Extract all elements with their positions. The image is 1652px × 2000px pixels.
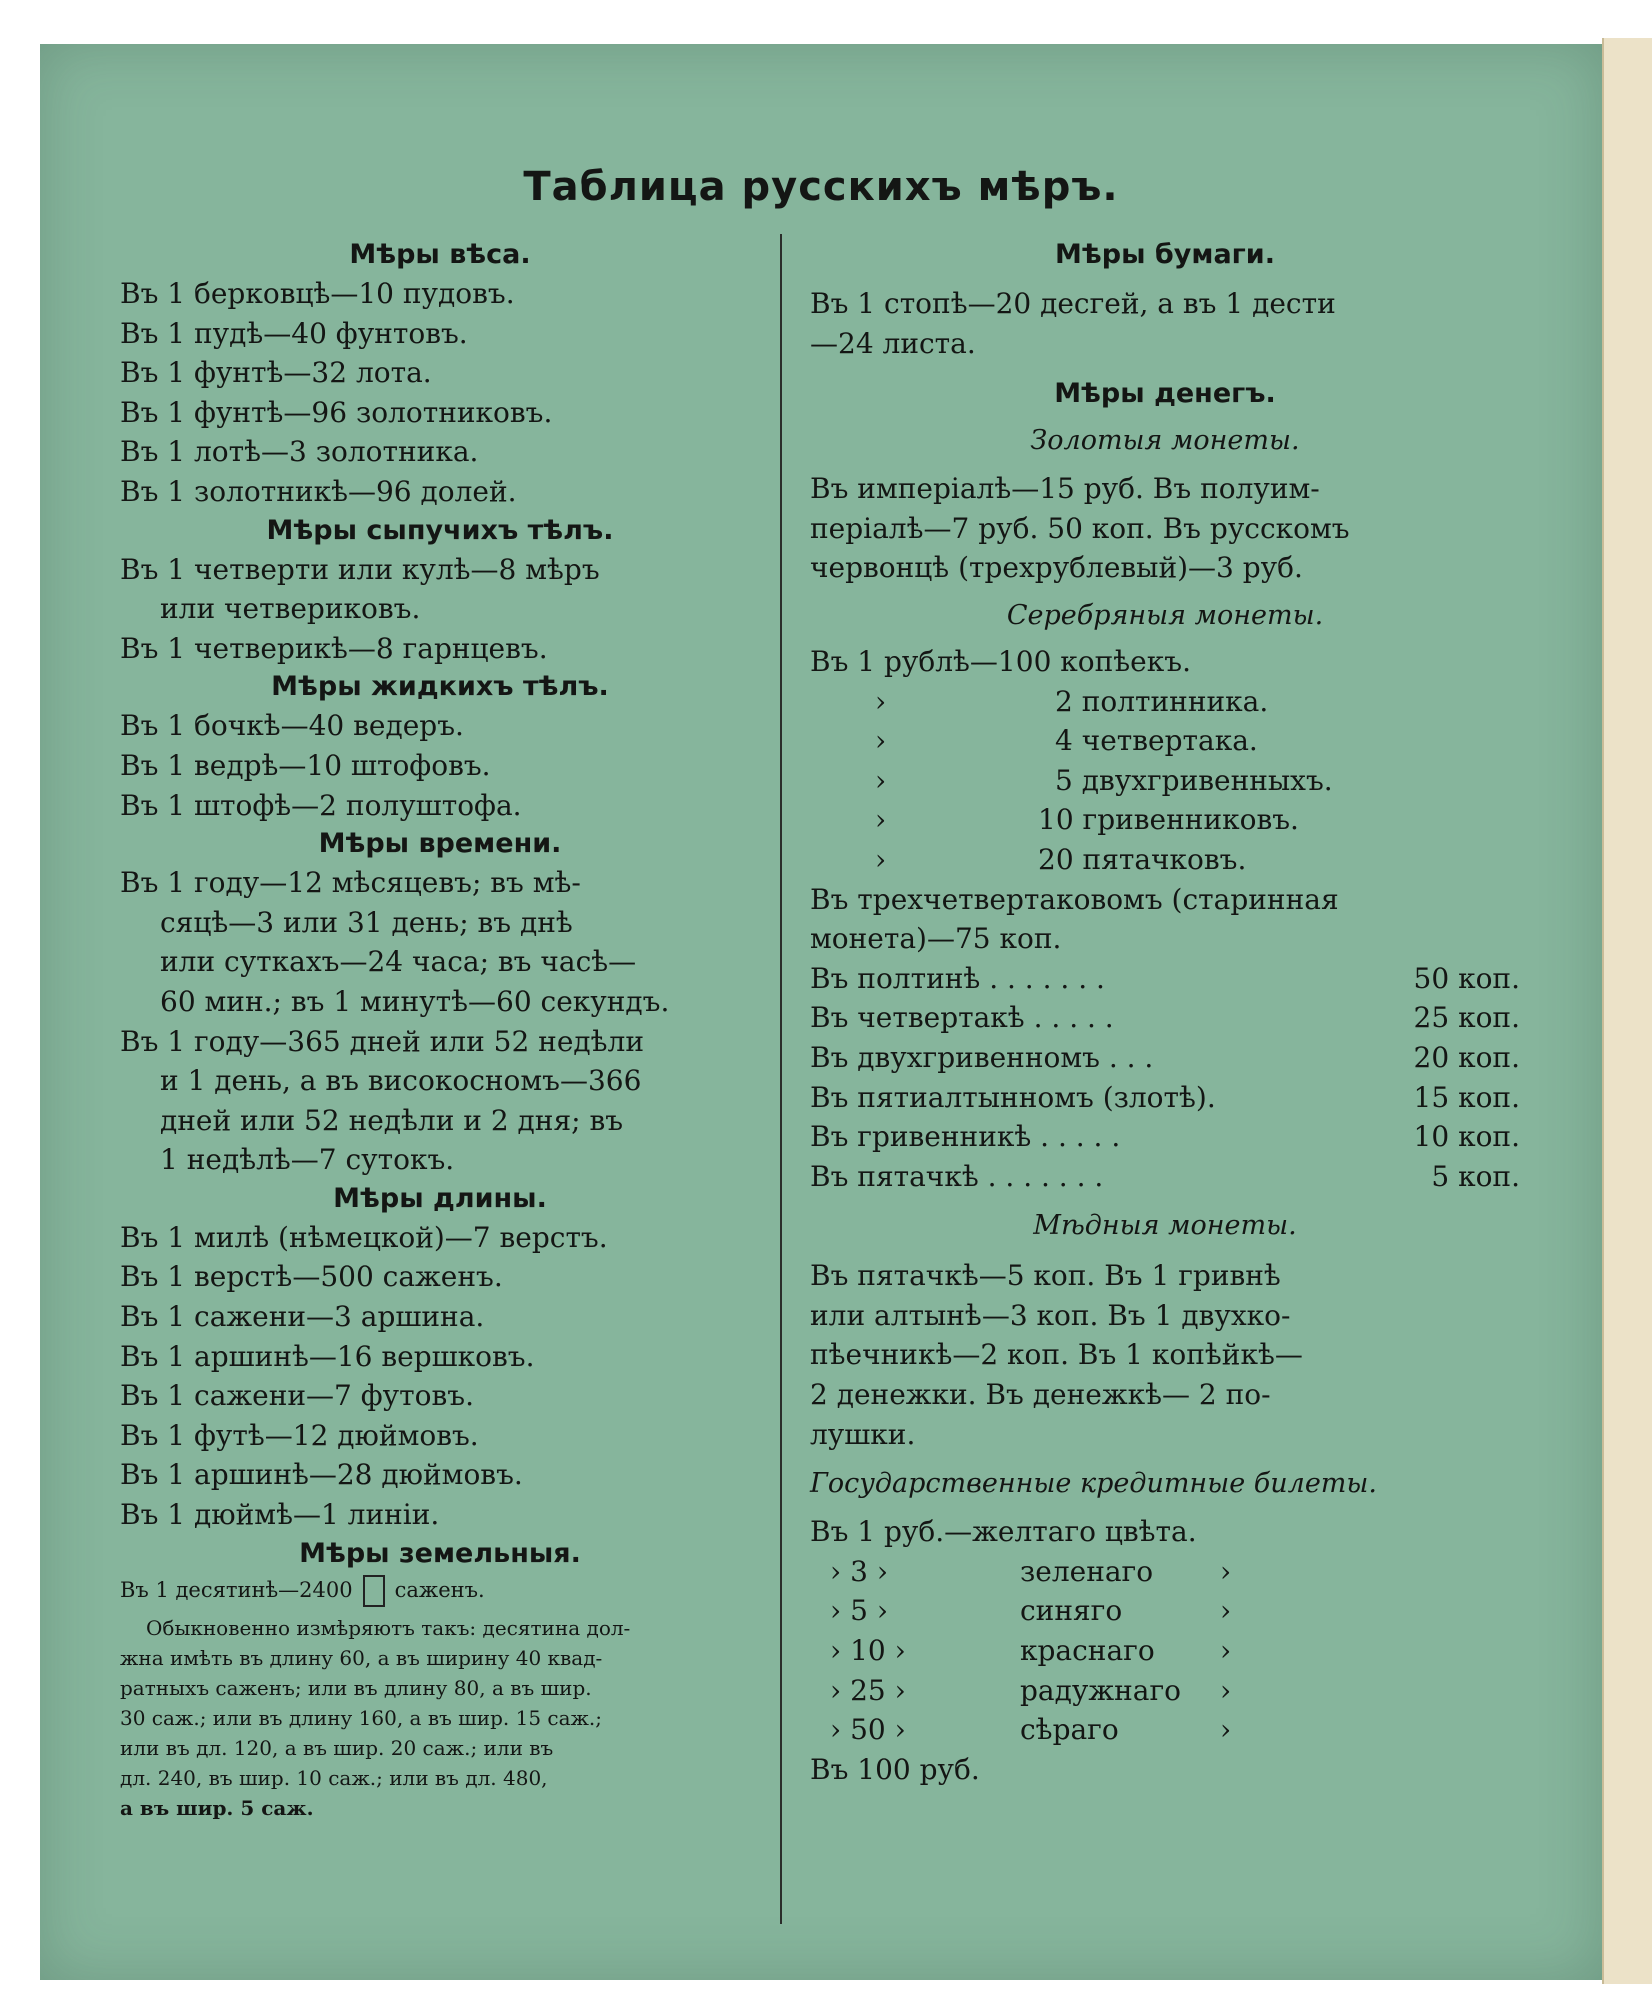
section-heading-land: Мѣры земельныя. — [299, 1537, 581, 1569]
credit-last-line: Въ 100 руб. — [810, 1752, 980, 1786]
ditto-mark: › — [875, 842, 887, 876]
silver-line: Въ трехчетвертаковомъ (старинная — [810, 882, 1339, 916]
silver-sub-row — [810, 800, 1520, 840]
credit-row — [810, 1710, 1520, 1750]
square-symbol-icon — [363, 1575, 385, 1607]
silver-sub-row — [810, 721, 1520, 761]
credit-row — [810, 1631, 1520, 1671]
credit-denomination: › 5 › — [830, 1594, 889, 1628]
land-paragraph-line: дл. 240, въ шир. 10 саж.; или въ дл. 480, — [120, 1766, 548, 1791]
length-line: Въ 1 милѣ (нѣмецкой)—7 верстъ. — [120, 1220, 608, 1254]
credit-denomination: › 25 › — [830, 1673, 906, 1707]
length-line: Въ 1 аршинѣ—28 дюймовъ. — [120, 1458, 523, 1492]
length-line: Въ 1 аршинѣ—16 вершковъ. — [120, 1339, 535, 1373]
time-line: сяцѣ—3 или 31 день; въ днѣ — [160, 905, 573, 939]
section-heading-length: Мѣры длины. — [333, 1182, 547, 1214]
time-line: Въ 1 году—12 мѣсяцевъ; въ мѣ- — [120, 866, 581, 900]
silver-sub-text: 10 гривенниковъ. — [1038, 803, 1299, 837]
coin-value: 5 коп. — [1431, 1159, 1520, 1193]
left-column — [120, 236, 760, 1823]
ditto-mark: › — [1220, 1634, 1232, 1668]
credit-denomination: › 10 › — [830, 1634, 906, 1668]
credit-row — [810, 1671, 1520, 1711]
land-line-end: саженъ. — [394, 1577, 485, 1602]
credit-color: радужнаго — [1020, 1673, 1181, 1707]
right-column — [810, 236, 1520, 1789]
ditto-mark: › — [1220, 1554, 1232, 1588]
section-heading-liquid: Мѣры жидкихъ тѣлъ. — [271, 671, 609, 703]
ditto-mark: › — [1220, 1713, 1232, 1747]
gold-line: перiалѣ—7 руб. 50 коп. Въ русскомъ — [810, 511, 1350, 545]
copper-line: Въ пятачкѣ—5 коп. Въ 1 гривнѣ — [810, 1259, 1281, 1293]
column-divider — [780, 234, 782, 1924]
silver-sub-row — [810, 840, 1520, 880]
liquid-line: Въ 1 бочкѣ—40 ведеръ. — [120, 709, 464, 743]
gold-line: червонцѣ (трехрублевый)—3 руб. — [810, 551, 1303, 585]
liquid-line: Въ 1 ведрѣ—10 штофовъ. — [120, 748, 491, 782]
subheading-copper: Мѣдныя монеты. — [1033, 1210, 1297, 1242]
coin-value-row — [810, 1157, 1520, 1197]
credit-color: синяго — [1020, 1594, 1123, 1628]
land-line-start: Въ 1 десятинѣ—2400 — [120, 1577, 353, 1602]
coin-value-row — [810, 959, 1520, 999]
credit-first-line: Въ 1 руб.—желтаго цвѣта. — [810, 1515, 1197, 1549]
ditto-mark: › — [1220, 1594, 1232, 1628]
coin-value: 50 коп. — [1413, 961, 1520, 995]
subheading-gold: Золотыя монеты. — [1030, 425, 1300, 457]
coin-name: Въ пятачкѣ . . . . . . . — [810, 1159, 1104, 1193]
dry-line: Въ 1 четверикѣ—8 гарнцевъ. — [120, 631, 548, 665]
credit-row — [810, 1591, 1520, 1631]
time-line: дней или 52 недѣли и 2 дня; въ — [160, 1103, 624, 1137]
credit-color: краснаго — [1020, 1634, 1155, 1668]
length-line: Въ 1 дюймѣ—1 линiи. — [120, 1498, 440, 1532]
silver-sub-row — [810, 761, 1520, 801]
time-line: 60 мин.; въ 1 минутѣ—60 секундъ. — [160, 984, 670, 1018]
time-line: и 1 день, а въ високосномъ—366 — [160, 1064, 642, 1098]
ditto-mark: › — [875, 763, 887, 797]
section-heading-paper: Мѣры бумаги. — [1055, 239, 1275, 270]
silver-first-line: Въ 1 рублѣ—100 копѣекъ. — [810, 644, 1191, 678]
land-paragraph-line: ратныхъ саженъ; или въ длину 80, а въ шир. — [120, 1676, 592, 1701]
section-heading-weight: Мѣры вѣса. — [349, 239, 531, 270]
paper-line: Въ 1 стопѣ—20 десгей, а въ 1 дести — [810, 287, 1336, 320]
gold-line: Въ имперiалѣ—15 руб. Въ полуим- — [810, 472, 1320, 506]
credit-color: сѣраго — [1020, 1713, 1119, 1747]
coin-name: Въ гривенникѣ . . . . . — [810, 1120, 1121, 1154]
silver-sub-text: 4 четвертака. — [1055, 724, 1258, 758]
coin-value: 25 коп. — [1413, 1001, 1520, 1035]
weight-line: Въ 1 фунтѣ—96 золотниковъ. — [120, 395, 553, 429]
section-heading-dry: Мѣры сыпучихъ тѣлъ. — [266, 514, 614, 546]
time-line: или суткахъ—24 часа; въ часѣ— — [160, 945, 637, 979]
land-paragraph-line: или въ дл. 120, а въ шир. 20 саж.; или въ — [120, 1736, 554, 1761]
liquid-line: Въ 1 штофѣ—2 полуштофа. — [120, 788, 522, 822]
section-heading-time: Мѣры времени. — [318, 828, 562, 860]
coin-value: 15 коп. — [1413, 1080, 1520, 1114]
land-paragraph-line: жна имѣть въ длину 60, а въ ширину 40 квад- — [120, 1646, 603, 1671]
page-sheet — [40, 44, 1602, 1980]
dry-line: или четвериковъ. — [160, 592, 421, 626]
coin-name: Въ пятиалтынномъ (злотѣ). — [810, 1080, 1216, 1114]
paper-line: —24 листа. — [810, 326, 976, 360]
ditto-mark: › — [875, 803, 887, 837]
copper-line: лушки. — [810, 1417, 916, 1451]
weight-line: Въ 1 пудѣ—40 фунтовъ. — [120, 316, 468, 350]
coin-name: Въ четвертакѣ . . . . . — [810, 1001, 1114, 1035]
length-line: Въ 1 футѣ—12 дюймовъ. — [120, 1418, 479, 1452]
length-line: Въ 1 сажени—7 футовъ. — [120, 1379, 474, 1413]
credit-denomination: › 3 › — [830, 1554, 889, 1588]
weight-line: Въ 1 фунтѣ—32 лота. — [120, 356, 432, 390]
land-line — [120, 1573, 760, 1608]
silver-sub-text: 5 двухгривенныхъ. — [1055, 763, 1333, 797]
credit-row — [810, 1552, 1520, 1592]
subheading-silver: Серебряныя монеты. — [1006, 599, 1324, 631]
copper-line: пѣечникѣ—2 коп. Въ 1 копѣйкѣ— — [810, 1338, 1303, 1372]
weight-line: Въ 1 берковцѣ—10 пудовъ. — [120, 277, 515, 310]
copper-line: 2 денежки. Въ денежкѣ— 2 по- — [810, 1378, 1271, 1412]
next-page-edge — [1602, 38, 1652, 1984]
coin-name: Въ полтинѣ . . . . . . . — [810, 961, 1105, 995]
coin-value-row — [810, 998, 1520, 1038]
ditto-mark: › — [875, 684, 887, 718]
coin-value-row — [810, 1038, 1520, 1078]
coin-value-row — [810, 1078, 1520, 1118]
land-paragraph-line: Обыкновенно измѣряютъ такъ: десятина дол- — [146, 1616, 631, 1641]
coin-value: 10 коп. — [1413, 1120, 1520, 1154]
silver-sub-row — [810, 682, 1520, 722]
section-heading-money: Мѣры денегъ. — [1054, 378, 1276, 410]
copper-line: или алтынѣ—3 коп. Въ 1 двухко- — [810, 1298, 1291, 1332]
coin-name: Въ двухгривенномъ . . . — [810, 1040, 1154, 1074]
land-paragraph-line: а въ шир. 5 саж. — [120, 1796, 314, 1821]
dry-line: Въ 1 четверти или кулѣ—8 мѣръ — [120, 552, 600, 586]
credit-color: зеленаго — [1020, 1554, 1154, 1588]
credit-denomination: › 50 › — [830, 1713, 906, 1747]
silver-line: монета)—75 коп. — [810, 922, 1062, 956]
weight-line: Въ 1 золотникѣ—96 долей. — [120, 474, 517, 508]
time-line: 1 недѣлѣ—7 сутокъ. — [160, 1143, 455, 1177]
weight-line: Въ 1 лотѣ—3 золотника. — [120, 435, 479, 469]
land-paragraph-line: 30 саж.; или въ длину 160, а въ шир. 15 саж.; — [120, 1706, 603, 1731]
ditto-mark: › — [1220, 1673, 1232, 1707]
page-title: Таблица русскихъ мѣръ. — [523, 164, 1119, 210]
silver-sub-text: 20 пятачковъ. — [1038, 842, 1247, 876]
length-line: Въ 1 верстѣ—500 саженъ. — [120, 1260, 503, 1294]
coin-value: 20 коп. — [1413, 1040, 1520, 1074]
subheading-credit: Государственные кредитные билеты. — [810, 1468, 1377, 1500]
coin-value-row — [810, 1117, 1520, 1157]
silver-sub-text: 2 полтинника. — [1055, 684, 1269, 718]
length-line: Въ 1 сажени—3 аршина. — [120, 1300, 485, 1334]
ditto-mark: › — [875, 724, 887, 758]
time-line: Въ 1 году—365 дней или 52 недѣли — [120, 1024, 644, 1058]
